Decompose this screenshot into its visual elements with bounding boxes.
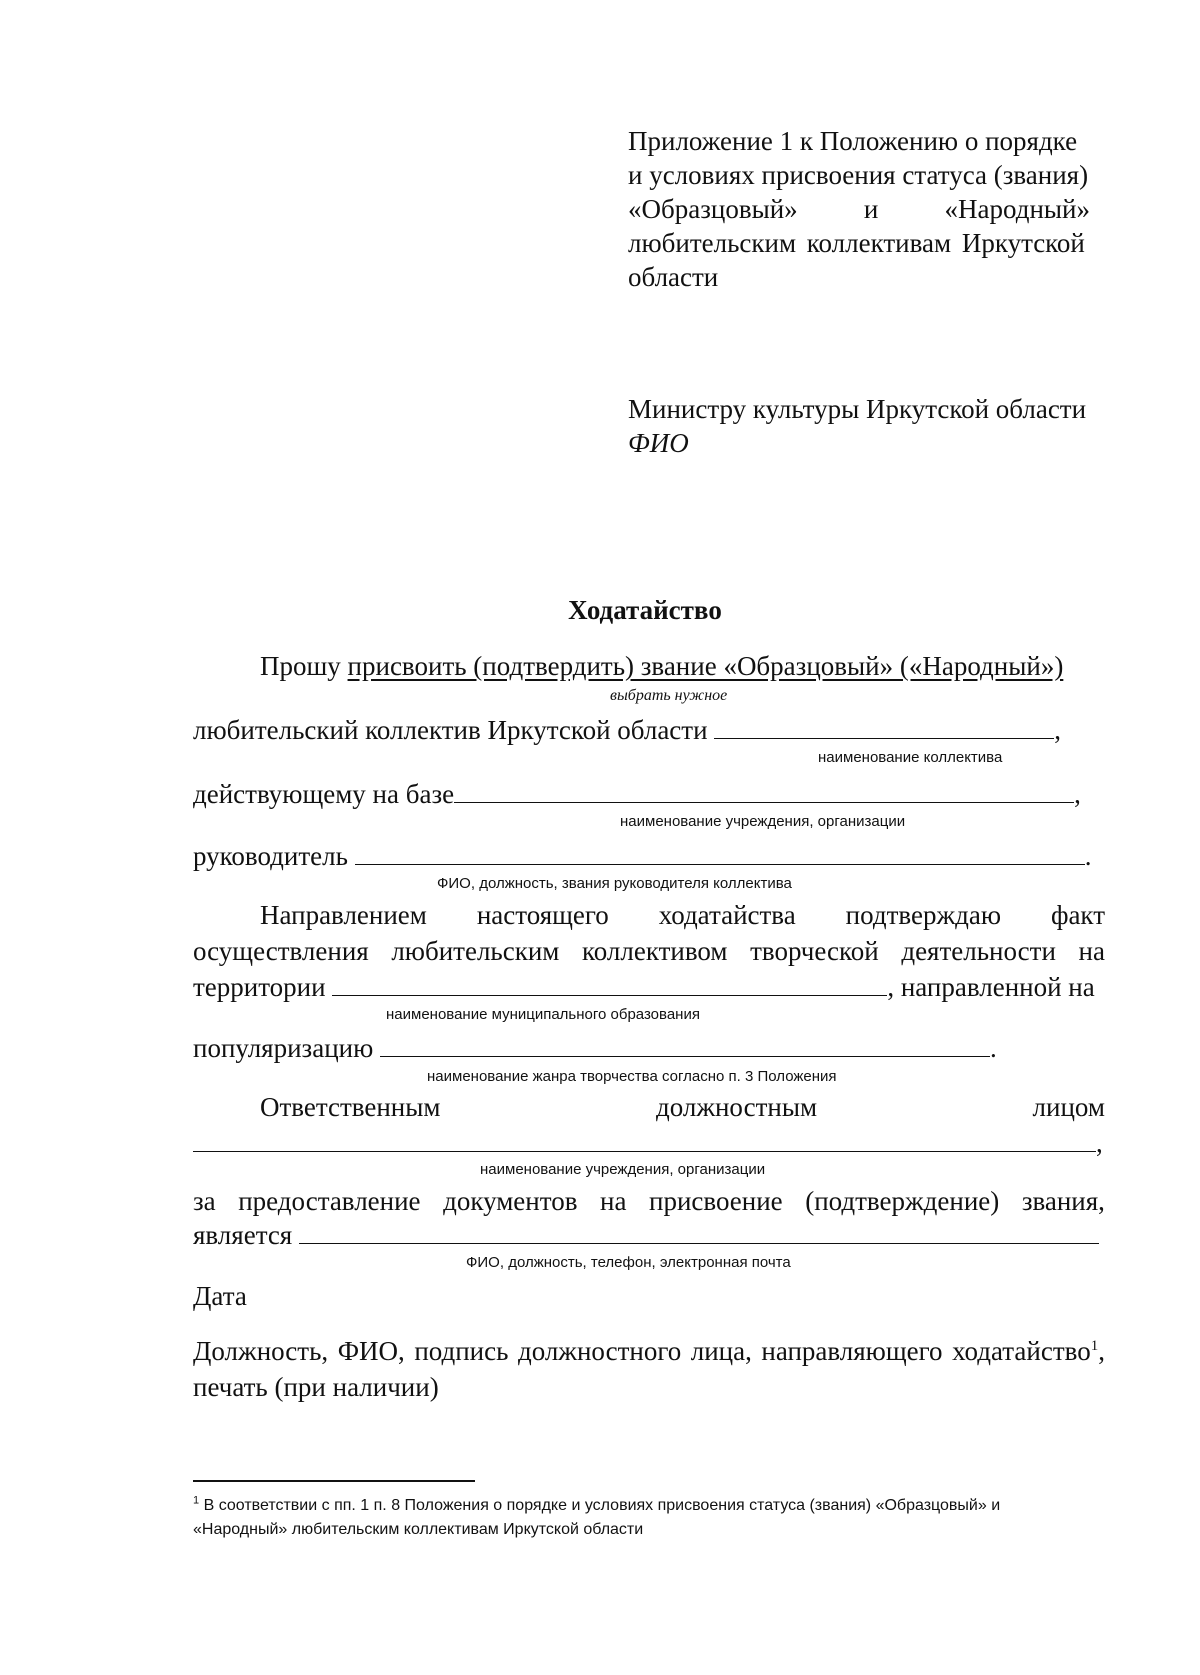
sign-word: направляющего (761, 1336, 943, 1366)
base-institution-field[interactable] (454, 776, 1074, 803)
head-period: . (1084, 841, 1092, 871)
provide-word: (подтверждение) (805, 1186, 1000, 1216)
para2-word: любительским (391, 936, 560, 966)
base-caption: наименование учреждения, организации (620, 813, 906, 830)
base-line (193, 776, 1081, 811)
sign-word: Должность, (193, 1336, 329, 1366)
is-label: является (193, 1220, 299, 1250)
responsible-comma: , (1096, 1128, 1103, 1158)
appendix-word-and: и (863, 194, 879, 224)
footnote-line-1 (193, 1494, 1000, 1518)
territory-line (193, 969, 1095, 1004)
collective-label: любительский коллектив Иркутской области (193, 715, 715, 745)
sign-comma: , (1098, 1336, 1105, 1366)
base-comma: , (1074, 779, 1081, 809)
sign-word: подпись (414, 1336, 509, 1366)
footnote-line-2: «Народный» любительским коллективам Иркутской области (193, 1521, 644, 1538)
territory-suffix: , направленной на (887, 972, 1095, 1002)
head-line (193, 838, 1091, 873)
head-fio-field[interactable] (355, 838, 1085, 865)
para2-word: коллективом (582, 936, 728, 966)
provide-word: документов (443, 1186, 578, 1216)
para1-word: настоящего (476, 900, 609, 930)
para2-word: на (1078, 936, 1105, 966)
responsible-line (260, 1090, 1105, 1124)
footnote-reference[interactable]: 1 (1090, 1338, 1099, 1354)
collective-name-field[interactable] (714, 712, 1054, 739)
appendix-block (628, 124, 1090, 294)
footnote-separator (193, 1480, 475, 1482)
appendix-line-5: области (628, 262, 719, 292)
responsible-person-field[interactable] (299, 1217, 1099, 1244)
appendix-line-3 (628, 192, 1090, 226)
is-caption: ФИО, должность, телефон, электронная почта (466, 1254, 791, 1271)
addressee-line-1: Министру культуры Иркутской области (628, 394, 1087, 424)
territory-label: территории (193, 972, 333, 1002)
responsible-word: лицом (1032, 1092, 1105, 1122)
responsible-word: должностным (655, 1092, 818, 1122)
head-label: руководитель (193, 841, 355, 871)
responsible-word: Ответственным (260, 1092, 441, 1122)
appendix-line-4: любительским коллективам Иркутской (628, 228, 1085, 258)
sign-word: ФИО, (337, 1336, 405, 1366)
collective-caption: наименование коллектива (818, 749, 1003, 766)
request-caption: выбрать нужное (610, 687, 728, 704)
sign-word: должностного (517, 1336, 682, 1366)
footnote-text-1: В соответствии с пп. 1 п. 8 Положения о порядке и условиях присвоения статуса (звания) «Образцовый» и (199, 1497, 1001, 1514)
paragraph-line-2 (193, 934, 1105, 968)
addressee-fio: ФИО (628, 428, 689, 458)
request-options: присвоить (подтвердить) звание «Образцовый» («Народный») (347, 651, 1064, 681)
collective-comma: , (1054, 715, 1062, 745)
responsible-institution-field[interactable] (193, 1125, 1096, 1152)
signature-line (193, 1334, 1105, 1368)
appendix-word-narodny: «Народный» (944, 194, 1090, 224)
footnote-marker: 1 (193, 1494, 200, 1507)
sign-word: лица, (690, 1336, 752, 1366)
popularization-caption: наименование жанра творчества согласно п. 3 Положения (427, 1068, 837, 1085)
popularization-label: популяризацию (193, 1033, 381, 1063)
popularization-period: . (990, 1033, 997, 1063)
request-line (260, 649, 1063, 683)
collective-line (193, 712, 1061, 747)
signature-line-2: печать (при наличии) (193, 1372, 439, 1402)
popularization-genre-field[interactable] (380, 1030, 990, 1057)
para1-word: Направлением (260, 900, 427, 930)
provide-word: звания, (1021, 1186, 1105, 1216)
appendix-line-1: Приложение 1 к Положению о порядке (628, 126, 1078, 156)
appendix-line-2: и условиях присвоения статуса (звания) (628, 160, 1089, 190)
paragraph-line-1 (260, 898, 1105, 932)
provide-word: предоставление (238, 1186, 421, 1216)
provide-word: на (600, 1186, 627, 1216)
provide-line (193, 1184, 1105, 1218)
document-title: Ходатайство (568, 595, 722, 625)
para2-word: осуществления (193, 936, 369, 966)
territory-field[interactable] (332, 969, 887, 996)
sign-word: ходатайство (952, 1336, 1091, 1366)
request-prefix: Прошу (260, 651, 348, 681)
head-caption: ФИО, должность, звания руководителя коллектива (437, 875, 792, 892)
para1-word: подтверждаю (845, 900, 1001, 930)
para2-word: деятельности (901, 936, 1056, 966)
base-label: действующему на базе (193, 779, 455, 809)
para1-word: ходатайства (658, 900, 796, 930)
sign-word-last (952, 1334, 1105, 1368)
territory-caption: наименование муниципального образования (386, 1006, 700, 1023)
para1-word: факт (1050, 900, 1105, 930)
responsible-blank-line (193, 1125, 1103, 1160)
para2-word: творческой (750, 936, 879, 966)
responsible-caption: наименование учреждения, организации (480, 1161, 766, 1178)
popularization-line (193, 1030, 997, 1065)
provide-word: присвоение (649, 1186, 783, 1216)
date-label: Дата (193, 1281, 247, 1311)
appendix-word-obraztsovy: «Образцовый» (628, 194, 798, 224)
provide-word: за (193, 1186, 216, 1216)
is-line (193, 1217, 1099, 1252)
